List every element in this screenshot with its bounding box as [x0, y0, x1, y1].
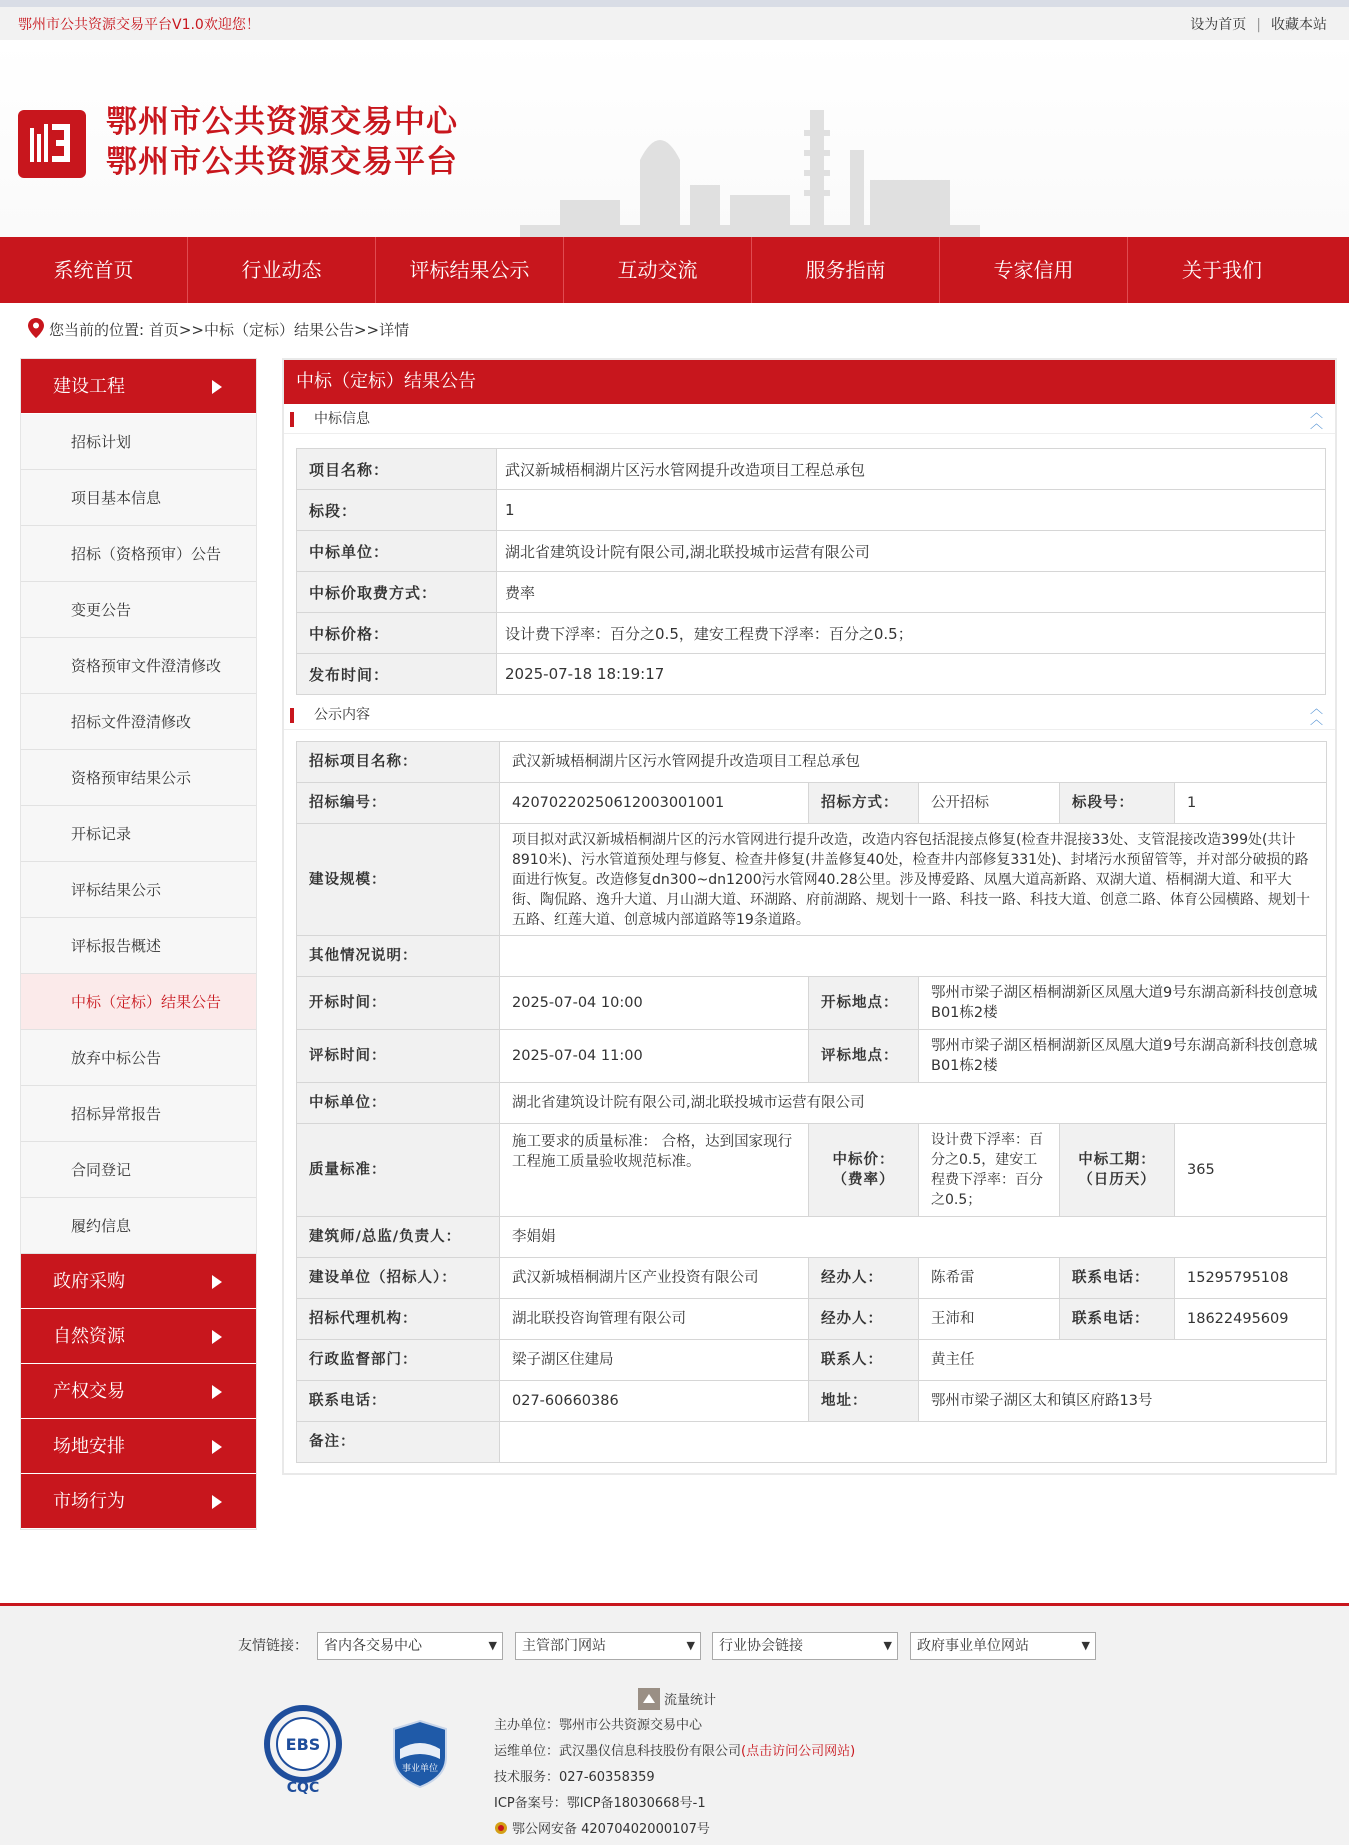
table-row	[297, 449, 1326, 490]
detail-value: 施工要求的质量标准： 合格，达到国家现行工程施工质量验收规范标准。	[500, 1124, 809, 1217]
select-value: 政府事业单位网站	[917, 1638, 1029, 1654]
nav-interaction[interactable]: 互动交流	[564, 237, 752, 303]
detail-value: 2025-07-04 11:00	[500, 1030, 809, 1083]
table-row	[297, 742, 1327, 783]
detail-label: 经办人：	[809, 1299, 919, 1340]
chevron-down-icon: ▼	[686, 1639, 695, 1652]
table-row	[297, 1124, 1327, 1217]
detail-label: 其他情况说明：	[297, 936, 500, 977]
detail-label: 质量标准：	[297, 1124, 500, 1217]
welcome-text: 鄂州市公共资源交易平台V1.0欢迎您！	[18, 17, 260, 33]
detail-value: 梁子湖区住建局	[500, 1340, 809, 1381]
page-title: 中标（定标）结果公告	[284, 360, 1335, 404]
sidebar-group-label: 自然资源	[53, 1326, 125, 1347]
footer-icp[interactable]: ICP备案号：鄂ICP备18030668号-1	[494, 1796, 706, 1811]
detail-value: 鄂州市梁子湖区太和镇区府路13号	[919, 1381, 1327, 1422]
detail-label: 中标价： （费率）	[809, 1124, 919, 1217]
table-row	[297, 1217, 1327, 1258]
sidebar-group-label: 产权交易	[53, 1381, 125, 1402]
detail-label: 地址：	[809, 1381, 919, 1422]
table-row	[297, 1299, 1327, 1340]
site-title-1: 鄂州市公共资源交易中心	[106, 104, 458, 140]
detail-value: 18622495609	[1175, 1299, 1327, 1340]
detail-value: 027-60660386	[500, 1381, 809, 1422]
footer-host: 主办单位：鄂州市公共资源交易中心	[494, 1718, 703, 1733]
sidebar-item-anomaly-report[interactable]: 招标异常报告	[21, 1086, 256, 1142]
section-marker	[290, 708, 294, 723]
table-row	[297, 572, 1326, 613]
top-separator: |	[1256, 17, 1261, 33]
table-row	[297, 936, 1327, 977]
footer-police-line[interactable]	[494, 1817, 855, 1843]
sidebar-item-prequal-result[interactable]: 资格预审结果公示	[21, 750, 256, 806]
sidebar-item-contract[interactable]: 合同登记	[21, 1142, 256, 1198]
award-info-table	[296, 448, 1326, 695]
stats-icon	[638, 1688, 660, 1710]
triangle-right-icon	[212, 1385, 222, 1399]
triangle-right-icon	[212, 1440, 222, 1454]
triangle-right-icon	[212, 1330, 222, 1344]
sidebar-item-bid-plan[interactable]: 招标计划	[21, 414, 256, 470]
select-gov-units[interactable]	[910, 1632, 1096, 1660]
top-bar	[0, 0, 1349, 40]
table-row	[297, 1083, 1327, 1124]
detail-value	[500, 936, 1327, 977]
public-institution-badge-icon[interactable]	[390, 1719, 450, 1789]
collapse-up-icon[interactable]: ︿ ︿	[1309, 406, 1323, 432]
detail-value: 1	[1175, 783, 1327, 824]
detail-value: 武汉新城梧桐湖片区产业投资有限公司	[500, 1258, 809, 1299]
detail-value: 设计费下浮率：百分之0.5，建安工程费下浮率：百分之0.5；	[919, 1124, 1060, 1217]
detail-label: 开标时间：	[297, 977, 500, 1030]
detail-label: 招标代理机构：	[297, 1299, 500, 1340]
sidebar-group-venue[interactable]	[21, 1419, 256, 1474]
section-title: 中标信息	[314, 411, 370, 427]
main-nav	[0, 237, 1349, 303]
sidebar-item-prequal-clarify[interactable]: 资格预审文件澄清修改	[21, 638, 256, 694]
detail-label: 标段号：	[1060, 783, 1175, 824]
sidebar-item-opening-record[interactable]: 开标记录	[21, 806, 256, 862]
detail-label: 建设规模：	[297, 824, 500, 936]
detail-label: 联系电话：	[1060, 1258, 1175, 1299]
detail-value: 黄主任	[919, 1340, 1327, 1381]
detail-label: 行政监督部门：	[297, 1340, 500, 1381]
detail-value: 湖北联投咨询管理有限公司	[500, 1299, 809, 1340]
site-footer	[0, 1603, 1349, 1845]
sidebar-item-eval-report[interactable]: 评标报告概述	[21, 918, 256, 974]
nav-home[interactable]: 系统首页	[0, 237, 188, 303]
sidebar-item-award-notice[interactable]: 中标（定标）结果公告	[21, 974, 256, 1030]
table-row	[297, 654, 1326, 695]
info-value: 2025-07-18 18:19:17	[497, 654, 1326, 695]
detail-value: 王沛和	[919, 1299, 1060, 1340]
footer-operator-line	[494, 1739, 855, 1765]
nav-bid-results[interactable]: 评标结果公示	[376, 237, 564, 303]
site-titles	[106, 102, 458, 182]
chevron-down-icon: ▼	[488, 1639, 497, 1652]
footer-police: 鄂公网安备 42070402000107号	[512, 1822, 710, 1837]
table-row	[297, 783, 1327, 824]
table-row	[297, 1258, 1327, 1299]
detail-value: 2025-07-04 10:00	[500, 977, 809, 1030]
nav-about-us[interactable]: 关于我们	[1182, 258, 1262, 282]
footer-operator: 运维单位：武汉墨仪信息科技股份有限公司	[494, 1744, 742, 1759]
site-header	[0, 40, 1349, 237]
collapse-up-icon[interactable]: ︿ ︿	[1309, 702, 1323, 728]
detail-label: 评标时间：	[297, 1030, 500, 1083]
sidebar-group-label: 建设工程	[53, 376, 125, 397]
info-value: 费率	[497, 572, 1326, 613]
sidebar-item-performance[interactable]: 履约信息	[21, 1198, 256, 1254]
detail-value: 武汉新城梧桐湖片区污水管网提升改造项目工程总承包	[500, 742, 1327, 783]
table-row	[297, 1381, 1327, 1422]
nav-service-guide[interactable]: 服务指南	[752, 237, 940, 303]
detail-label: 中标工期： （日历天）	[1060, 1124, 1175, 1217]
section-header-award-info	[284, 404, 1335, 434]
select-value: 主管部门网站	[522, 1638, 606, 1654]
stats-label: 流量统计	[664, 1693, 717, 1708]
detail-value: 陈希雷	[919, 1258, 1060, 1299]
detail-label: 备注：	[297, 1422, 500, 1463]
select-value: 行业协会链接	[719, 1638, 803, 1654]
detail-label: 招标方式：	[809, 783, 919, 824]
detail-value: 项目拟对武汉新城梧桐湖片区的污水管网进行提升改造，改造内容包括混接点修复(检查井混接33处、支管混接改造399处(共计8910米)、污水管道预处理与修复、检查井修复(井盖修复40处，检查井内部修复331处)、封堵污水预留管等，并对部分破损的路面进行恢复。改造修复dn300~dn1200污水管网40.28公里。涉及博爱路、凤凰大道高新路、双湖大道、梧桐湖大道、和平大街、陶侃路、逸升大道、月山湖大道、环湖路、府前湖路、规划十一路、科技一路、科技大道、创意二路、体育公园横路、规划十五路、红莲大道、创意城内部道路等19条道路。	[500, 824, 1327, 936]
main-content	[282, 358, 1337, 1475]
info-label: 项目名称：	[297, 449, 497, 490]
info-value: 武汉新城梧桐湖片区污水管网提升改造项目工程总承包	[497, 449, 1326, 490]
sidebar-group-property[interactable]	[21, 1364, 256, 1419]
triangle-right-icon	[212, 380, 222, 394]
table-row	[297, 1340, 1327, 1381]
sidebar-group-natural-resources[interactable]	[21, 1309, 256, 1364]
city-skyline-icon	[520, 90, 980, 237]
detail-value	[500, 1422, 1327, 1463]
info-label: 中标价格：	[297, 613, 497, 654]
table-row	[297, 490, 1326, 531]
table-row	[297, 824, 1327, 936]
detail-label: 招标项目名称：	[297, 742, 500, 783]
triangle-right-icon	[212, 1495, 222, 1509]
info-value: 湖北省建筑设计院有限公司,湖北联投城市运营有限公司	[497, 531, 1326, 572]
info-label: 中标单位：	[297, 531, 497, 572]
site-title-2: 鄂州市公共资源交易平台	[106, 144, 458, 180]
bookmark-link[interactable]: 收藏本站	[1271, 17, 1327, 33]
breadcrumb	[28, 318, 409, 340]
sidebar-item-eval-result[interactable]: 评标结果公示	[21, 862, 256, 918]
chevron-down-icon: ▼	[1081, 1639, 1090, 1652]
public-content-table	[296, 741, 1327, 1463]
detail-label: 开标地点：	[809, 977, 919, 1030]
detail-value: 湖北省建筑设计院有限公司,湖北联投城市运营有限公司	[500, 1083, 1327, 1124]
info-label: 标段：	[297, 490, 497, 531]
info-value: 1	[497, 490, 1326, 531]
detail-label: 联系人：	[809, 1340, 919, 1381]
table-row	[297, 1422, 1327, 1463]
ebs-text: EBS	[285, 1735, 321, 1754]
logo-icon[interactable]	[18, 110, 86, 178]
detail-label: 联系电话：	[1060, 1299, 1175, 1340]
traffic-stats[interactable]	[638, 1688, 716, 1710]
chevron-down-icon: ▼	[883, 1639, 892, 1652]
operator-site-link[interactable]: (点击访问公司网站)	[741, 1744, 856, 1759]
footer-info	[494, 1713, 855, 1843]
detail-label: 联系电话：	[297, 1381, 500, 1422]
sidebar-item-bid-notice[interactable]: 招标（资格预审）公告	[21, 526, 256, 582]
detail-value: 鄂州市梁子湖区梧桐湖新区凤凰大道9号东湖高新科技创意城B01栋2楼	[919, 1030, 1327, 1083]
shiye-text: 事业单位	[401, 1764, 439, 1774]
footer-tech: 技术服务：027-60358359	[494, 1770, 655, 1785]
location-pin-icon	[28, 318, 44, 338]
detail-label: 评标地点：	[809, 1030, 919, 1083]
triangle-right-icon	[212, 1275, 222, 1289]
select-provincial-centers[interactable]	[317, 1632, 503, 1660]
sidebar-item-bid-doc-clarify[interactable]: 招标文件澄清修改	[21, 694, 256, 750]
sidebar-group-construction[interactable]	[21, 359, 256, 414]
detail-label: 招标编号：	[297, 783, 500, 824]
sidebar-item-project-info[interactable]: 项目基本信息	[21, 470, 256, 526]
sidebar-group-label: 市场行为	[53, 1491, 125, 1512]
nav-expert-credit[interactable]: 专家信用	[940, 237, 1128, 303]
cqc-text: CQC	[286, 1780, 320, 1794]
set-home-link[interactable]: 设为首页	[1190, 17, 1247, 33]
select-value: 省内各交易中心	[324, 1638, 422, 1654]
police-badge-icon	[494, 1821, 508, 1835]
breadcrumb-text[interactable]: 您当前的位置: 首页>>中标（定标）结果公告>>详情	[49, 321, 410, 339]
sidebar-group-label: 政府采购	[53, 1271, 125, 1292]
sidebar	[20, 358, 257, 1530]
table-row	[297, 977, 1327, 1030]
detail-label: 中标单位：	[297, 1083, 500, 1124]
table-row	[297, 1030, 1327, 1083]
sidebar-item-change-notice[interactable]: 变更公告	[21, 582, 256, 638]
select-industry-assoc[interactable]	[712, 1632, 898, 1660]
select-authority-sites[interactable]	[515, 1632, 701, 1660]
sidebar-group-market[interactable]	[21, 1474, 256, 1529]
detail-value: 15295795108	[1175, 1258, 1327, 1299]
sidebar-group-gov-procurement[interactable]	[21, 1254, 256, 1309]
info-label: 发布时间：	[297, 654, 497, 695]
section-title: 公示内容	[314, 707, 370, 723]
top-links	[1190, 14, 1327, 34]
nav-industry-news[interactable]: 行业动态	[188, 237, 376, 303]
detail-value: 365	[1175, 1124, 1327, 1217]
detail-label: 建设单位（招标人）：	[297, 1258, 500, 1299]
sidebar-item-abandon-notice[interactable]: 放弃中标公告	[21, 1030, 256, 1086]
info-value: 设计费下浮率：百分之0.5，建安工程费下浮率：百分之0.5；	[497, 613, 1326, 654]
sidebar-group-label: 场地安排	[53, 1436, 125, 1457]
detail-label: 经办人：	[809, 1258, 919, 1299]
detail-value: 公开招标	[919, 783, 1060, 824]
detail-value: 4207022025061200300100​1	[500, 783, 809, 824]
detail-value: 鄂州市梁子湖区梧桐湖新区凤凰大道9号东湖高新科技创意城B01栋2楼	[919, 977, 1327, 1030]
info-label: 中标价取费方式：	[297, 572, 497, 613]
detail-value: 李娟娟	[500, 1217, 1327, 1258]
friend-links-label: 友情链接：	[238, 1638, 308, 1654]
section-header-public-content	[284, 700, 1335, 730]
section-marker	[290, 412, 294, 427]
table-row	[297, 531, 1326, 572]
ebs-cqc-badge-icon	[258, 1704, 348, 1794]
detail-label: 建筑师/总监/负责人：	[297, 1217, 500, 1258]
table-row	[297, 613, 1326, 654]
